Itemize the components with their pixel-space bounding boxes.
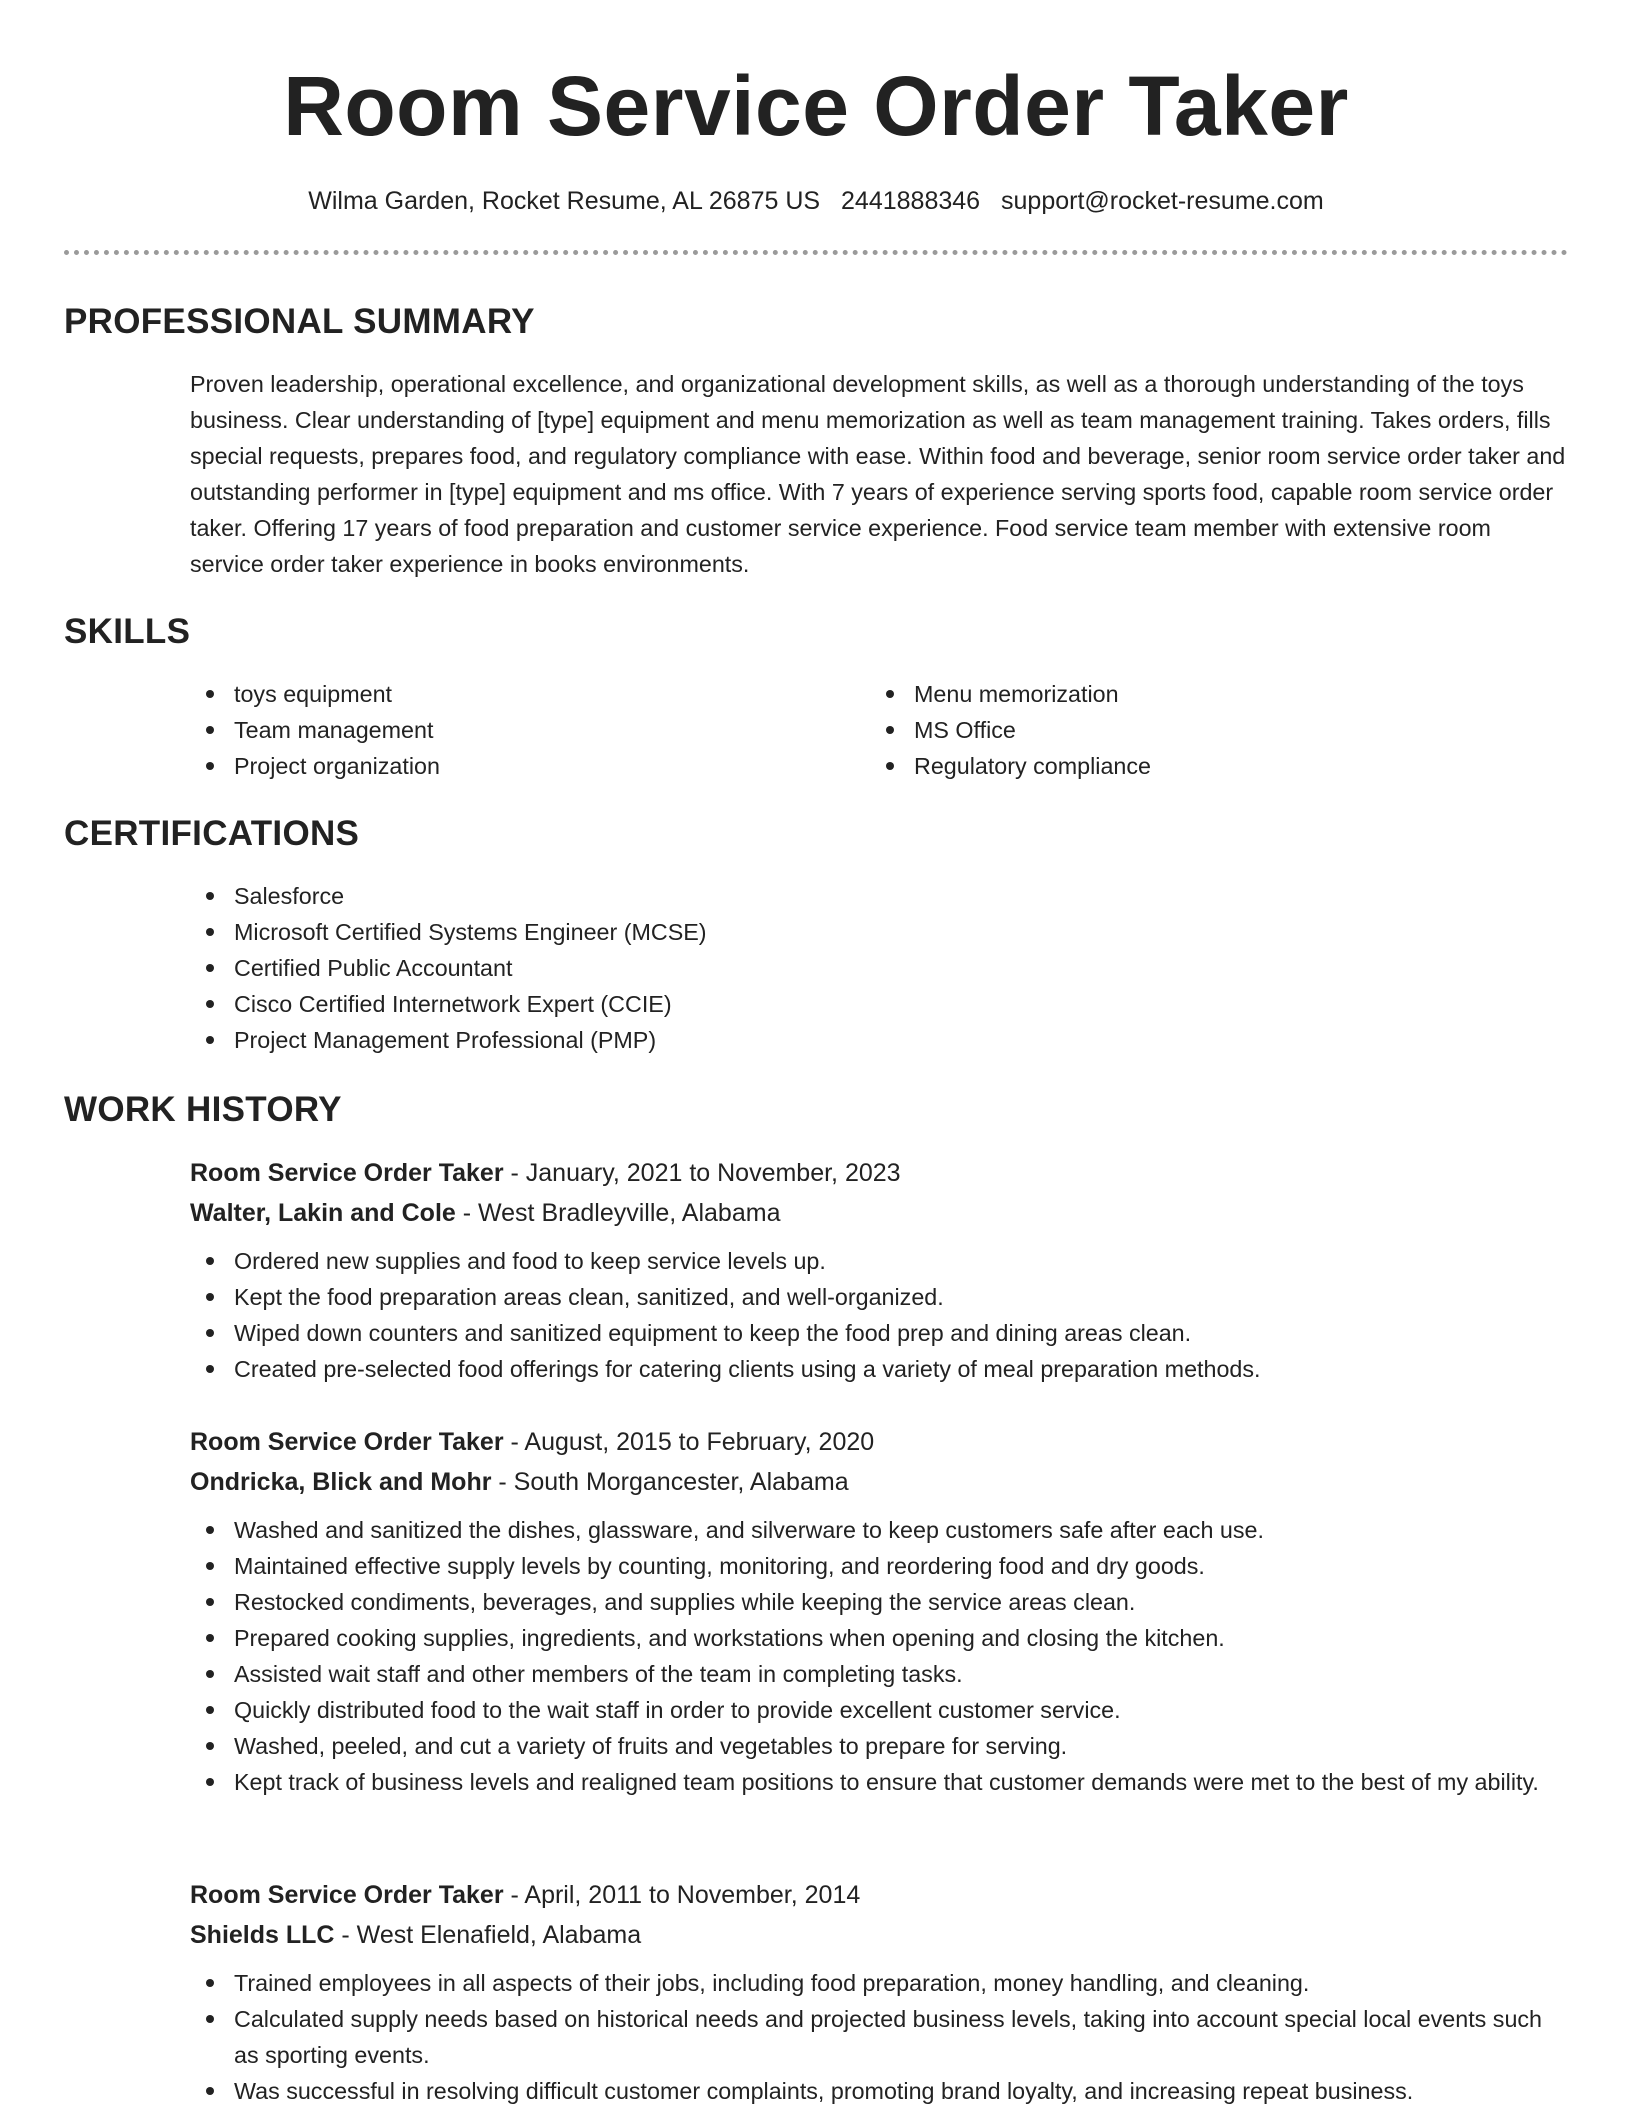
job-company-line (190, 1193, 1570, 1233)
job-entry (190, 1875, 1570, 2109)
certification-item: Salesforce (190, 878, 1490, 914)
job-title: Room Service Order Taker (190, 1428, 504, 1456)
job-duty: Kept the food preparation areas clean, sanitized, and well-organized. (190, 1279, 1570, 1315)
skills-list-right (870, 676, 1470, 784)
job-duty: Maintained effective supply levels by counting, monitoring, and reordering food and dry goods. (190, 1548, 1570, 1584)
certifications-list (190, 878, 1490, 1058)
job-title-line (190, 1422, 1570, 1462)
job-company: Ondricka, Blick and Mohr (190, 1468, 492, 1496)
job-duty: Assisted wait staff and other members of the team in completing tasks. (190, 1656, 1570, 1692)
job-duty: Prepared cooking supplies, ingredients, and workstations when opening and closing the kitchen. (190, 1620, 1570, 1656)
contact-line (64, 186, 1568, 216)
job-title-line (190, 1875, 1570, 1915)
header-divider (64, 250, 1568, 255)
job-company: Walter, Lakin and Cole (190, 1199, 456, 1227)
job-duty: Quickly distributed food to the wait staff in order to provide excellent customer service. (190, 1692, 1570, 1728)
job-duties-list (190, 1512, 1570, 1800)
job-location: - South Morgancester, Alabama (491, 1468, 849, 1496)
job-title: Room Service Order Taker (190, 1881, 504, 1909)
job-dates: - January, 2021 to November, 2023 (503, 1159, 901, 1187)
job-duties-list (190, 1965, 1570, 2109)
job-duties-list (190, 1243, 1570, 1387)
job-duty: Calculated supply needs based on historical needs and projected business levels, taking into account special local events such as sporting events. (190, 2001, 1570, 2073)
skill-item: toys equipment (190, 676, 790, 712)
certification-item: Certified Public Accountant (190, 950, 1490, 986)
contact-phone: 2441888346 (841, 187, 981, 215)
job-company-line (190, 1462, 1570, 1502)
job-duty: Was successful in resolving difficult customer complaints, promoting brand loyalty, and increasing repeat business. (190, 2073, 1570, 2109)
certification-item: Project Management Professional (PMP) (190, 1022, 1490, 1058)
job-dates: - April, 2011 to November, 2014 (503, 1881, 861, 1909)
job-company: Shields LLC (190, 1921, 335, 1949)
contact-email: support@rocket-resume.com (1001, 187, 1324, 215)
job-entry (190, 1422, 1570, 1800)
skills-list-left (190, 676, 790, 784)
job-duty: Wiped down counters and sanitized equipment to keep the food prep and dining areas clean. (190, 1315, 1570, 1351)
job-company-line (190, 1915, 1570, 1955)
section-title-work-history: WORK HISTORY (64, 1090, 342, 1129)
section-title-certifications: CERTIFICATIONS (64, 814, 360, 853)
skill-item: Team management (190, 712, 790, 748)
resume-header (64, 60, 1568, 216)
job-location: - West Bradleyville, Alabama (455, 1199, 781, 1227)
job-entry (190, 1153, 1570, 1387)
summary-text: Proven leadership, operational excellence, and organizational development skills, as well as a thorough understanding of the toys business. Clear understanding of [type] equipment and menu memorization as well as team management training. Takes orders, fills special requests, prepares food, and regulatory compliance with ease. Within food and beverage, senior room service order taker and outstanding performer in [type] equipment and ms office. With 7 years of experience serving sports food, capable room service order taker. Offering 17 years of food preparation and customer service experience. Food service team member with extensive room service order taker experience in books environments. (190, 371, 1566, 577)
job-title: Room Service Order Taker (190, 1159, 504, 1187)
job-duty: Washed and sanitized the dishes, glassware, and silverware to keep customers safe after each use. (190, 1512, 1570, 1548)
section-title-summary: PROFESSIONAL SUMMARY (64, 302, 535, 341)
job-duty: Ordered new supplies and food to keep service levels up. (190, 1243, 1570, 1279)
job-location: - West Elenafield, Alabama (334, 1921, 642, 1949)
candidate-name: Room Service Order Taker (283, 59, 1349, 153)
skill-item: Regulatory compliance (870, 748, 1470, 784)
skill-item: Menu memorization (870, 676, 1470, 712)
skill-item: Project organization (190, 748, 790, 784)
certification-item: Cisco Certified Internetwork Expert (CCIE) (190, 986, 1490, 1022)
job-duty: Created pre-selected food offerings for catering clients using a variety of meal preparation methods. (190, 1351, 1570, 1387)
skill-item: MS Office (870, 712, 1470, 748)
job-duty: Restocked condiments, beverages, and supplies while keeping the service areas clean. (190, 1584, 1570, 1620)
certification-item: Microsoft Certified Systems Engineer (MCSE) (190, 914, 1490, 950)
job-duty: Trained employees in all aspects of their jobs, including food preparation, money handling, and cleaning. (190, 1965, 1570, 2001)
contact-address: Wilma Garden, Rocket Resume, AL 26875 US (308, 187, 821, 215)
section-title-skills: SKILLS (64, 612, 191, 651)
job-title-line (190, 1153, 1570, 1193)
job-duty: Washed, peeled, and cut a variety of fruits and vegetables to prepare for serving. (190, 1728, 1570, 1764)
job-duty: Kept track of business levels and realigned team positions to ensure that customer demands were met to the best of my ability. (190, 1764, 1570, 1800)
job-dates: - August, 2015 to February, 2020 (503, 1428, 875, 1456)
